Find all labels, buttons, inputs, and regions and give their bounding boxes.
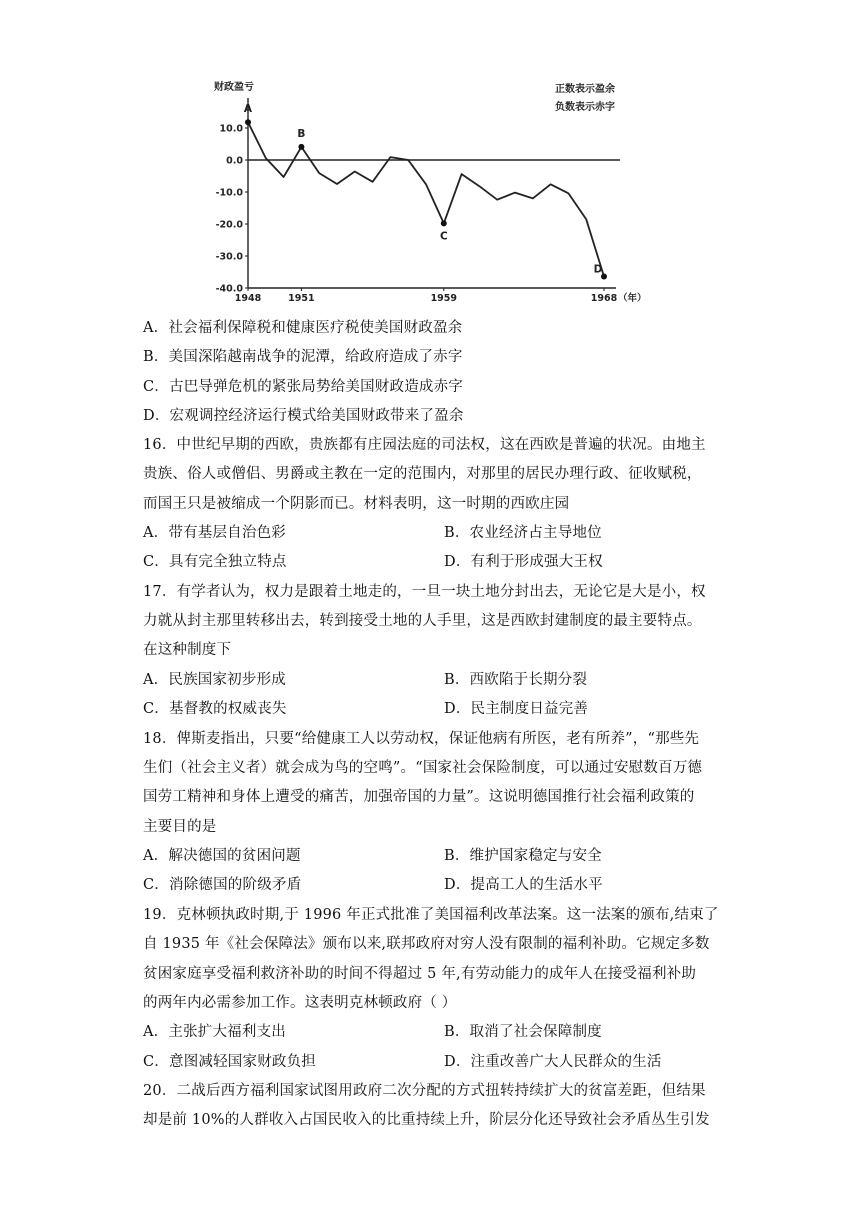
text-line: B．取消了社会保障制度	[444, 1024, 602, 1040]
text-line: 生们（社会主义者）就会成为鸟的空鸣”。“国家社会保险制度，可以通过安慰数百万德	[143, 760, 703, 776]
text-line: C．消除德国的阶级矛盾	[143, 877, 302, 893]
text-line: 16．中世纪早期的西欧，贵族都有庄园法庭的司法权，这在西欧是普遍的状况。由地主	[143, 437, 706, 453]
text-line: 却是前 10%的人群收入占国民收入的比重持续上升，阶层分化还导致社会矛盾丛生引发	[143, 1112, 710, 1128]
text-line: C．基督教的权威丧失	[143, 701, 287, 717]
x-tick-label: 1948	[234, 293, 262, 304]
labeled-point-label: B	[297, 127, 306, 140]
text-line: A．带有基层自治色彩	[143, 525, 286, 541]
text-line: 20．二战后西方福利国家试图用政府二次分配的方式扭转持续扩大的贫富差距，但结果	[143, 1083, 706, 1099]
fiscal-balance-chart	[200, 70, 660, 310]
y-tick-label: 10.0	[219, 123, 243, 135]
chart-canvas	[200, 70, 660, 310]
labeled-point-label: C	[439, 230, 448, 243]
text-line: B．农业经济占主导地位	[444, 525, 602, 541]
x-tick-label: 1959	[430, 293, 458, 304]
text-line: D．提高工人的生活水平	[444, 877, 603, 893]
y-tick-label: -40.0	[215, 283, 243, 295]
text-line: A．解决德国的贫困问题	[143, 848, 301, 864]
text-line: D．有利于形成强大王权	[444, 554, 603, 570]
legend-note-line: 负数表示赤字	[555, 102, 615, 113]
x-axis-unit: （年）	[618, 293, 647, 304]
labeled-point-marker	[441, 220, 447, 226]
text-line: 18．俾斯麦指出，只要“给健康工人以劳动权，保证他病有所医，老有所养”，“那些先	[143, 731, 700, 747]
legend-note-line: 正数表示盈余	[555, 84, 615, 95]
labeled-point-marker	[245, 119, 251, 125]
text-line: D．注重改善广大人民群众的生活	[444, 1054, 662, 1070]
labeled-point-label: D	[593, 263, 603, 276]
x-tick-label: 1968	[590, 293, 618, 304]
labeled-point-label: A	[243, 103, 253, 116]
y-tick-label: -20.0	[215, 219, 243, 231]
text-line: B．美国深陷越南战争的泥潭，给政府造成了赤字	[143, 349, 463, 365]
text-line: 的两年内必需参加工作。这表明克林顿政府（ ）	[143, 995, 457, 1011]
text-line: B．维护国家稳定与安全	[444, 848, 602, 864]
text-line: 国劳工精神和身体上遭受的痛苦，加强帝国的力量”。这说明德国推行社会福利政策的	[143, 789, 695, 805]
text-line: 而国王只是被缩成一个阴影而已。材料表明，这一时期的西欧庄园	[143, 496, 570, 512]
text-line: 在这种制度下	[143, 642, 232, 658]
text-line: D．民主制度日益完善	[444, 701, 589, 717]
text-line: 贫困家庭享受福利救济补助的时间不得超过 5 年,有劳动能力的成年人在接受福利补助	[143, 966, 697, 982]
y-tick-label: -10.0	[215, 187, 243, 199]
y-tick-label: 0.0	[226, 155, 243, 167]
text-line: A．民族国家初步形成	[143, 672, 286, 688]
x-tick-label: 1951	[288, 293, 315, 304]
text-line: B．西欧陷于长期分裂	[444, 672, 588, 688]
text-line: 17．有学者认为，权力是跟着土地走的，一旦一块土地分封出去，无论它是大是小，权	[143, 584, 706, 600]
text-line: 贵族、俗人或僧侣、男爵或主教在一定的范围内，对那里的居民办理行政、征收赋税，	[143, 466, 702, 482]
text-line: 力就从封主那里转移出去，转到接受土地的人手里，这是西欧封建制度的最主要特点。	[143, 613, 702, 629]
text-line: C．古巴导弹危机的紧张局势给美国财政造成赤字	[143, 379, 463, 395]
text-line: A．主张扩大福利支出	[143, 1024, 286, 1040]
y-axis-label: 财政盈亏	[214, 82, 254, 93]
text-line: 自 1935 年《社会保障法》颁布以来,联邦政府对穷人没有限制的福利补助。它规定多数	[143, 936, 710, 952]
text-line: D．宏观调控经济运行模式给美国财政带来了盈余	[143, 408, 464, 424]
text-line: 主要目的是	[143, 819, 217, 835]
y-tick-label: -30.0	[215, 251, 243, 263]
text-line: A．社会福利保障税和健康医疗税使美国财政盈余	[143, 320, 463, 336]
text-line: C．具有完全独立特点	[143, 554, 287, 570]
text-line: C．意图减轻国家财政负担	[143, 1054, 316, 1070]
text-line: 19．克林顿执政时期,于 1996 年正式批准了美国福利改革法案。这一法案的颁布,结束了	[143, 907, 719, 923]
labeled-point-marker	[298, 144, 304, 150]
